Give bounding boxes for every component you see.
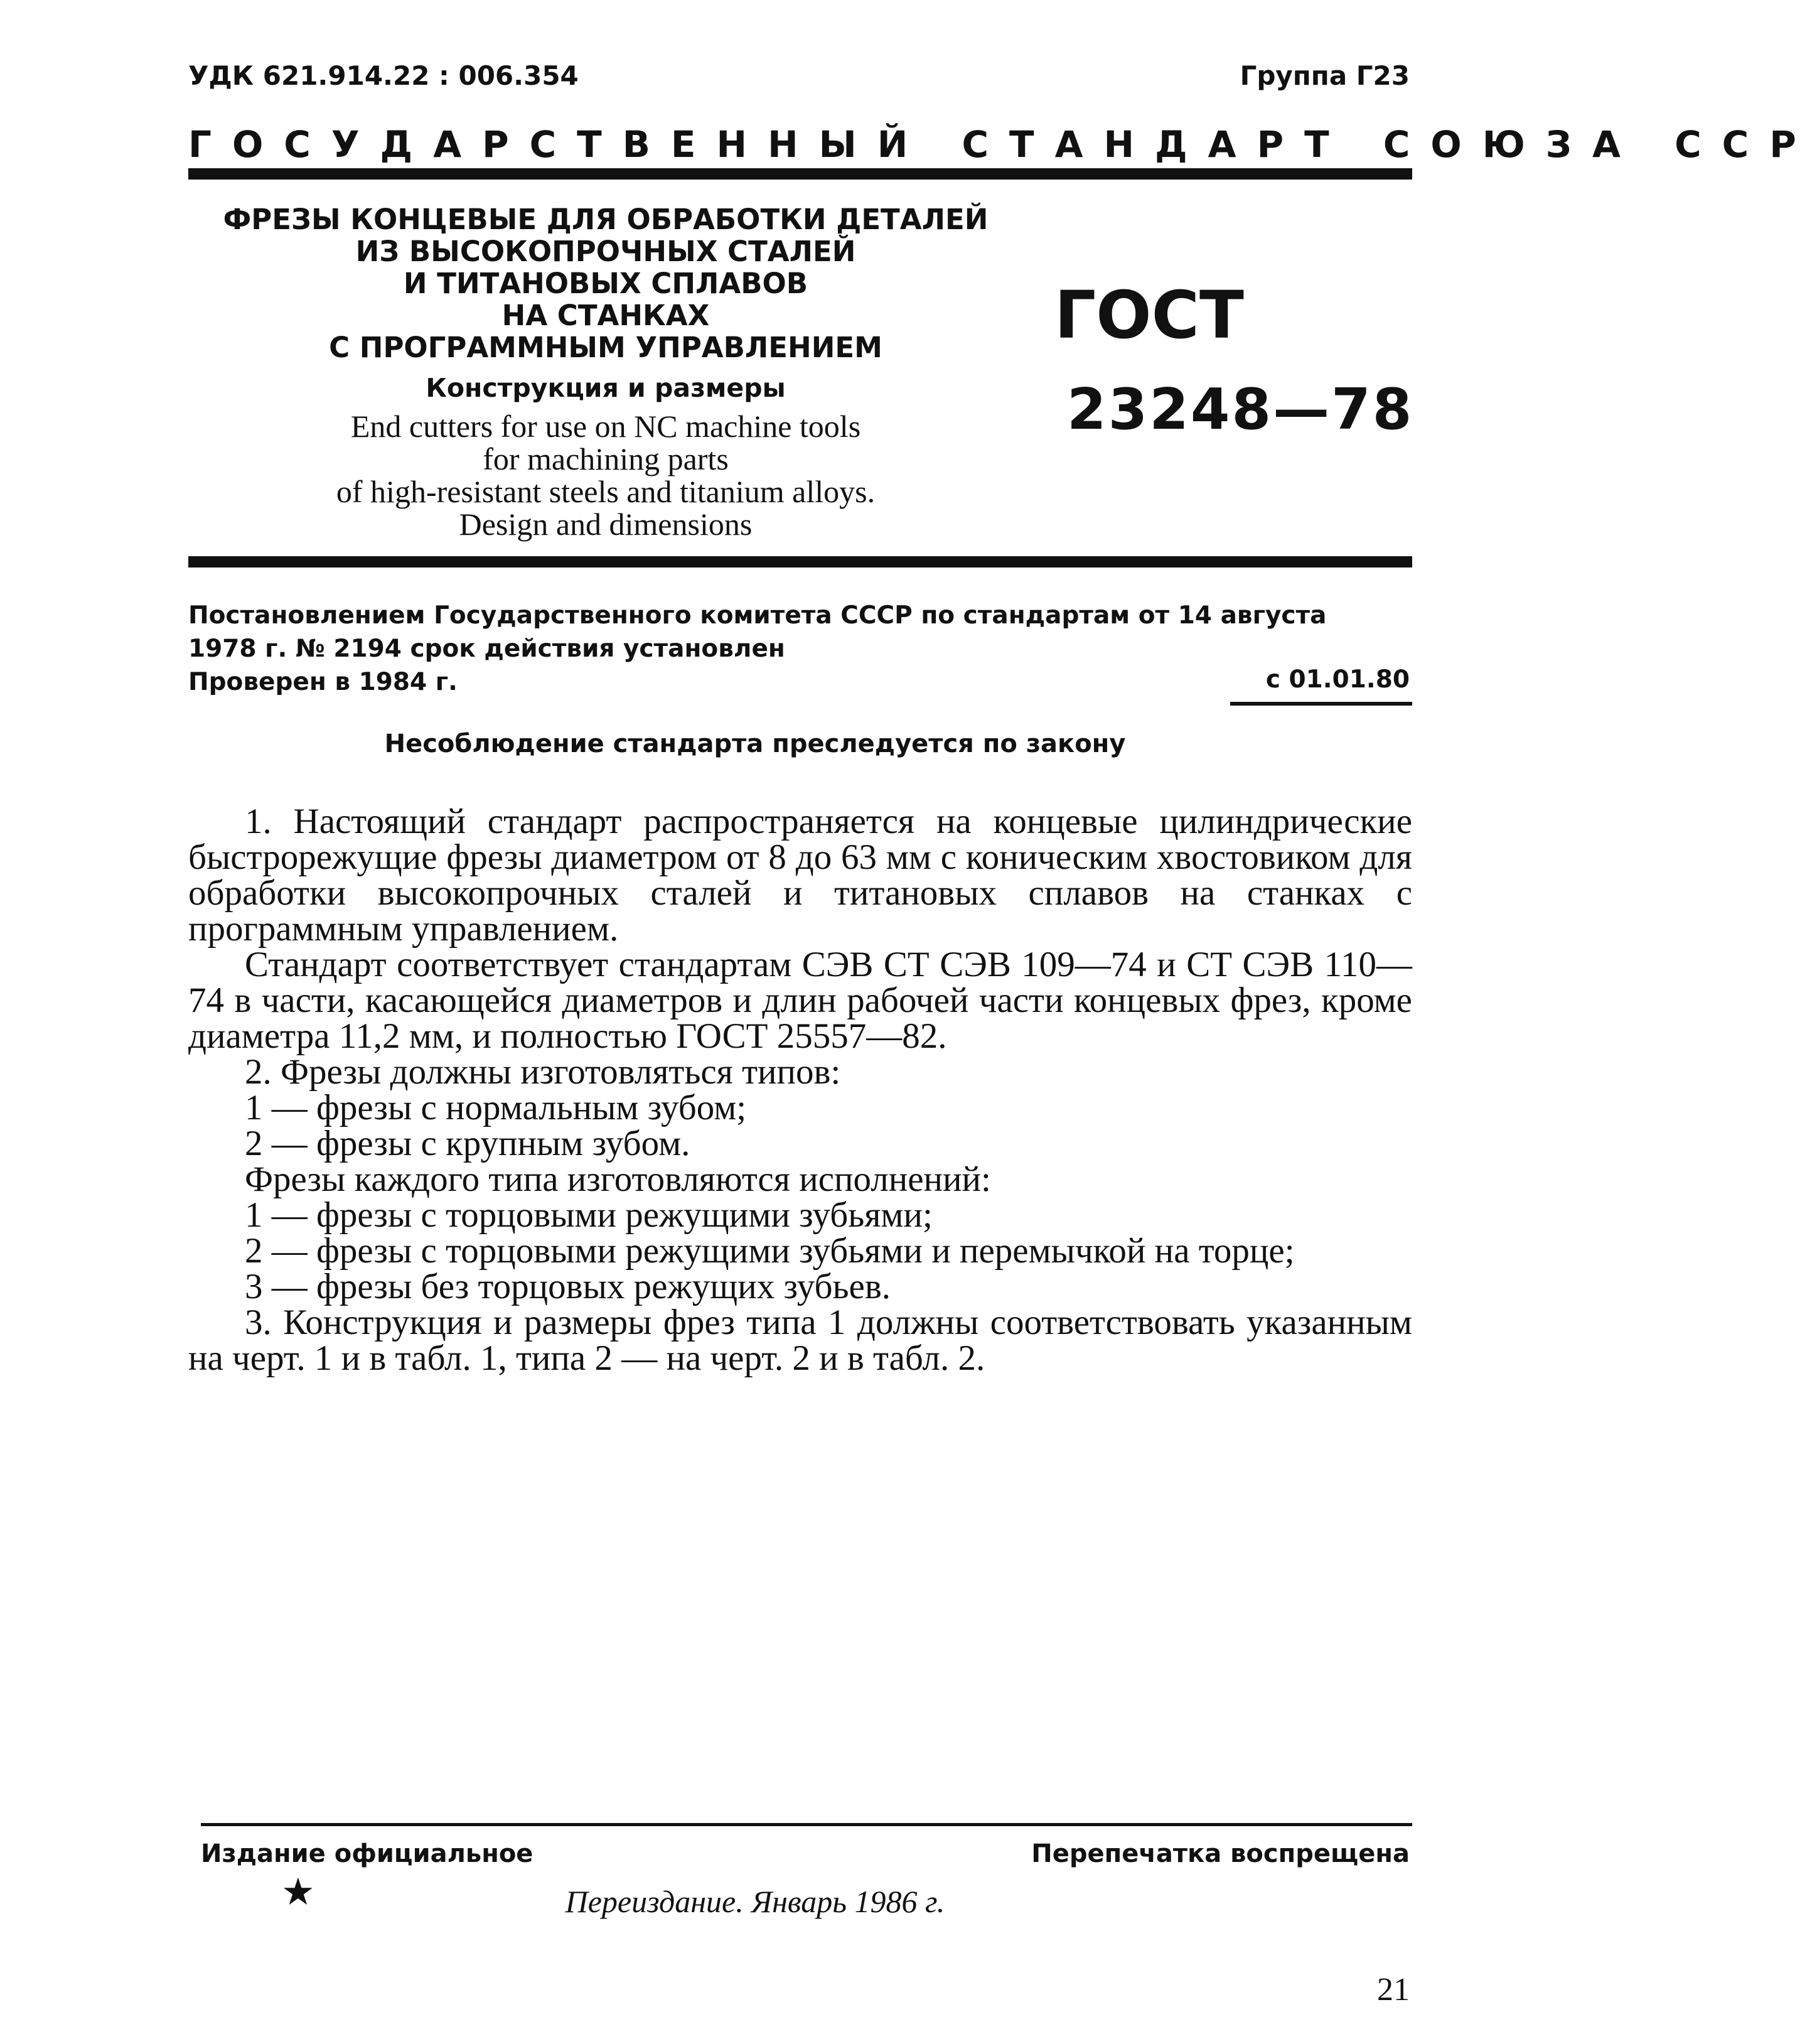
subtitle-ru: Конструкция и размеры	[426, 373, 786, 403]
title-en-line: Design and dimensions	[459, 507, 753, 542]
list-item: 1 — фрезы с нормальным зубом;	[245, 1088, 747, 1127]
star-icon: ★	[281, 1871, 315, 1913]
title-ru-line: И ТИТАНОВЫХ СПЛАВОВ	[403, 267, 808, 300]
body-paragraph: Стандарт соответствует стандартам СЭВ СТ СЭВ 109—74 и СТ СЭВ 110—74 в части, касающейся диаметров и длин рабочей части концевых фрез, кроме диаметра 11,2 мм, и полностью ГОСТ 25557—82.	[188, 945, 1412, 1056]
reedition-note: Переиздание. Январь 1986 г.	[565, 1884, 945, 1919]
date-underline	[1230, 702, 1412, 706]
body-paragraph: 3. Конструкция и размеры фрез типа 1 должны соответствовать указанным на черт. 1 и в табл. 1, типа 2 — на черт. 2 и в табл. 2.	[188, 1303, 1412, 1378]
title-en-line: of high-resistant steels and titanium alloys.	[336, 474, 876, 509]
list-item: 1 — фрезы с торцовыми режущими зубьями;	[245, 1195, 933, 1235]
list-item: 2 — фрезы с крупным зубом.	[245, 1124, 690, 1163]
header-rule	[188, 168, 1412, 180]
title-rule	[188, 556, 1412, 567]
page-number: 21	[1377, 1972, 1410, 2008]
title-ru-line: ИЗ ВЫСОКОПРОЧНЫХ СТАЛЕЙ	[355, 235, 856, 268]
decree-line: Постановлением Государственного комитета СССР по стандартам от 14 августа	[188, 601, 1327, 630]
title-ru-line: ФРЕЗЫ КОНЦЕВЫЕ ДЛЯ ОБРАБОТКИ ДЕТАЛЕЙ	[223, 203, 989, 236]
body-text	[188, 804, 1412, 1376]
title-ru-line: С ПРОГРАММНЫМ УПРАВЛЕНИЕМ	[329, 331, 882, 364]
list-item: 2 — фрезы с торцовыми режущими зубьями и перемычкой на торце;	[245, 1231, 1295, 1271]
title-ru-line: НА СТАНКАХ	[501, 299, 710, 332]
title-en-line: End cutters for use on NC machine tools	[350, 409, 861, 444]
title-block	[213, 203, 998, 541]
organization-header: ГОСУДАРСТВЕННЫЙ СТАНДАРТ СОЮЗА ССР	[188, 123, 1817, 166]
reprint-notice: Перепечатка воспрещена	[1031, 1839, 1410, 1868]
body-paragraph: 1. Настоящий стандарт распространяется на концевые цилиндрические быстрорежущие фрезы диаметром от 8 до 63 мм с коническим хвостовиком для обработки высокопрочных сталей и титановых сплавов на станках с программным управлением.	[188, 802, 1412, 949]
gost-number: 23248—78	[1067, 377, 1414, 443]
footer-rule	[201, 1823, 1412, 1826]
edition-label: Издание официальное	[201, 1839, 533, 1868]
body-paragraph: 2. Фрезы должны изготовляться типов:	[245, 1052, 841, 1092]
decree-line: 1978 г. № 2194 срок действия установлен	[188, 635, 785, 663]
udk-code: УДК 621.914.22 : 006.354	[188, 60, 579, 91]
noncompliance-notice: Несоблюдение стандарта преследуется по закону	[384, 729, 1126, 758]
title-en-line: for machining parts	[483, 441, 729, 476]
decree-line: Проверен в 1984 г.	[188, 668, 458, 696]
decree-block	[188, 599, 1412, 699]
valid-from-date: с 01.01.80	[1265, 665, 1410, 694]
gost-code: ГОСТ	[1054, 277, 1244, 353]
list-item: 3 — фрезы без торцовых режущих зубьев.	[245, 1267, 891, 1306]
body-paragraph: Фрезы каждого типа изготовляются исполнений:	[245, 1159, 991, 1199]
group-code: Группа Г23	[1240, 60, 1410, 91]
